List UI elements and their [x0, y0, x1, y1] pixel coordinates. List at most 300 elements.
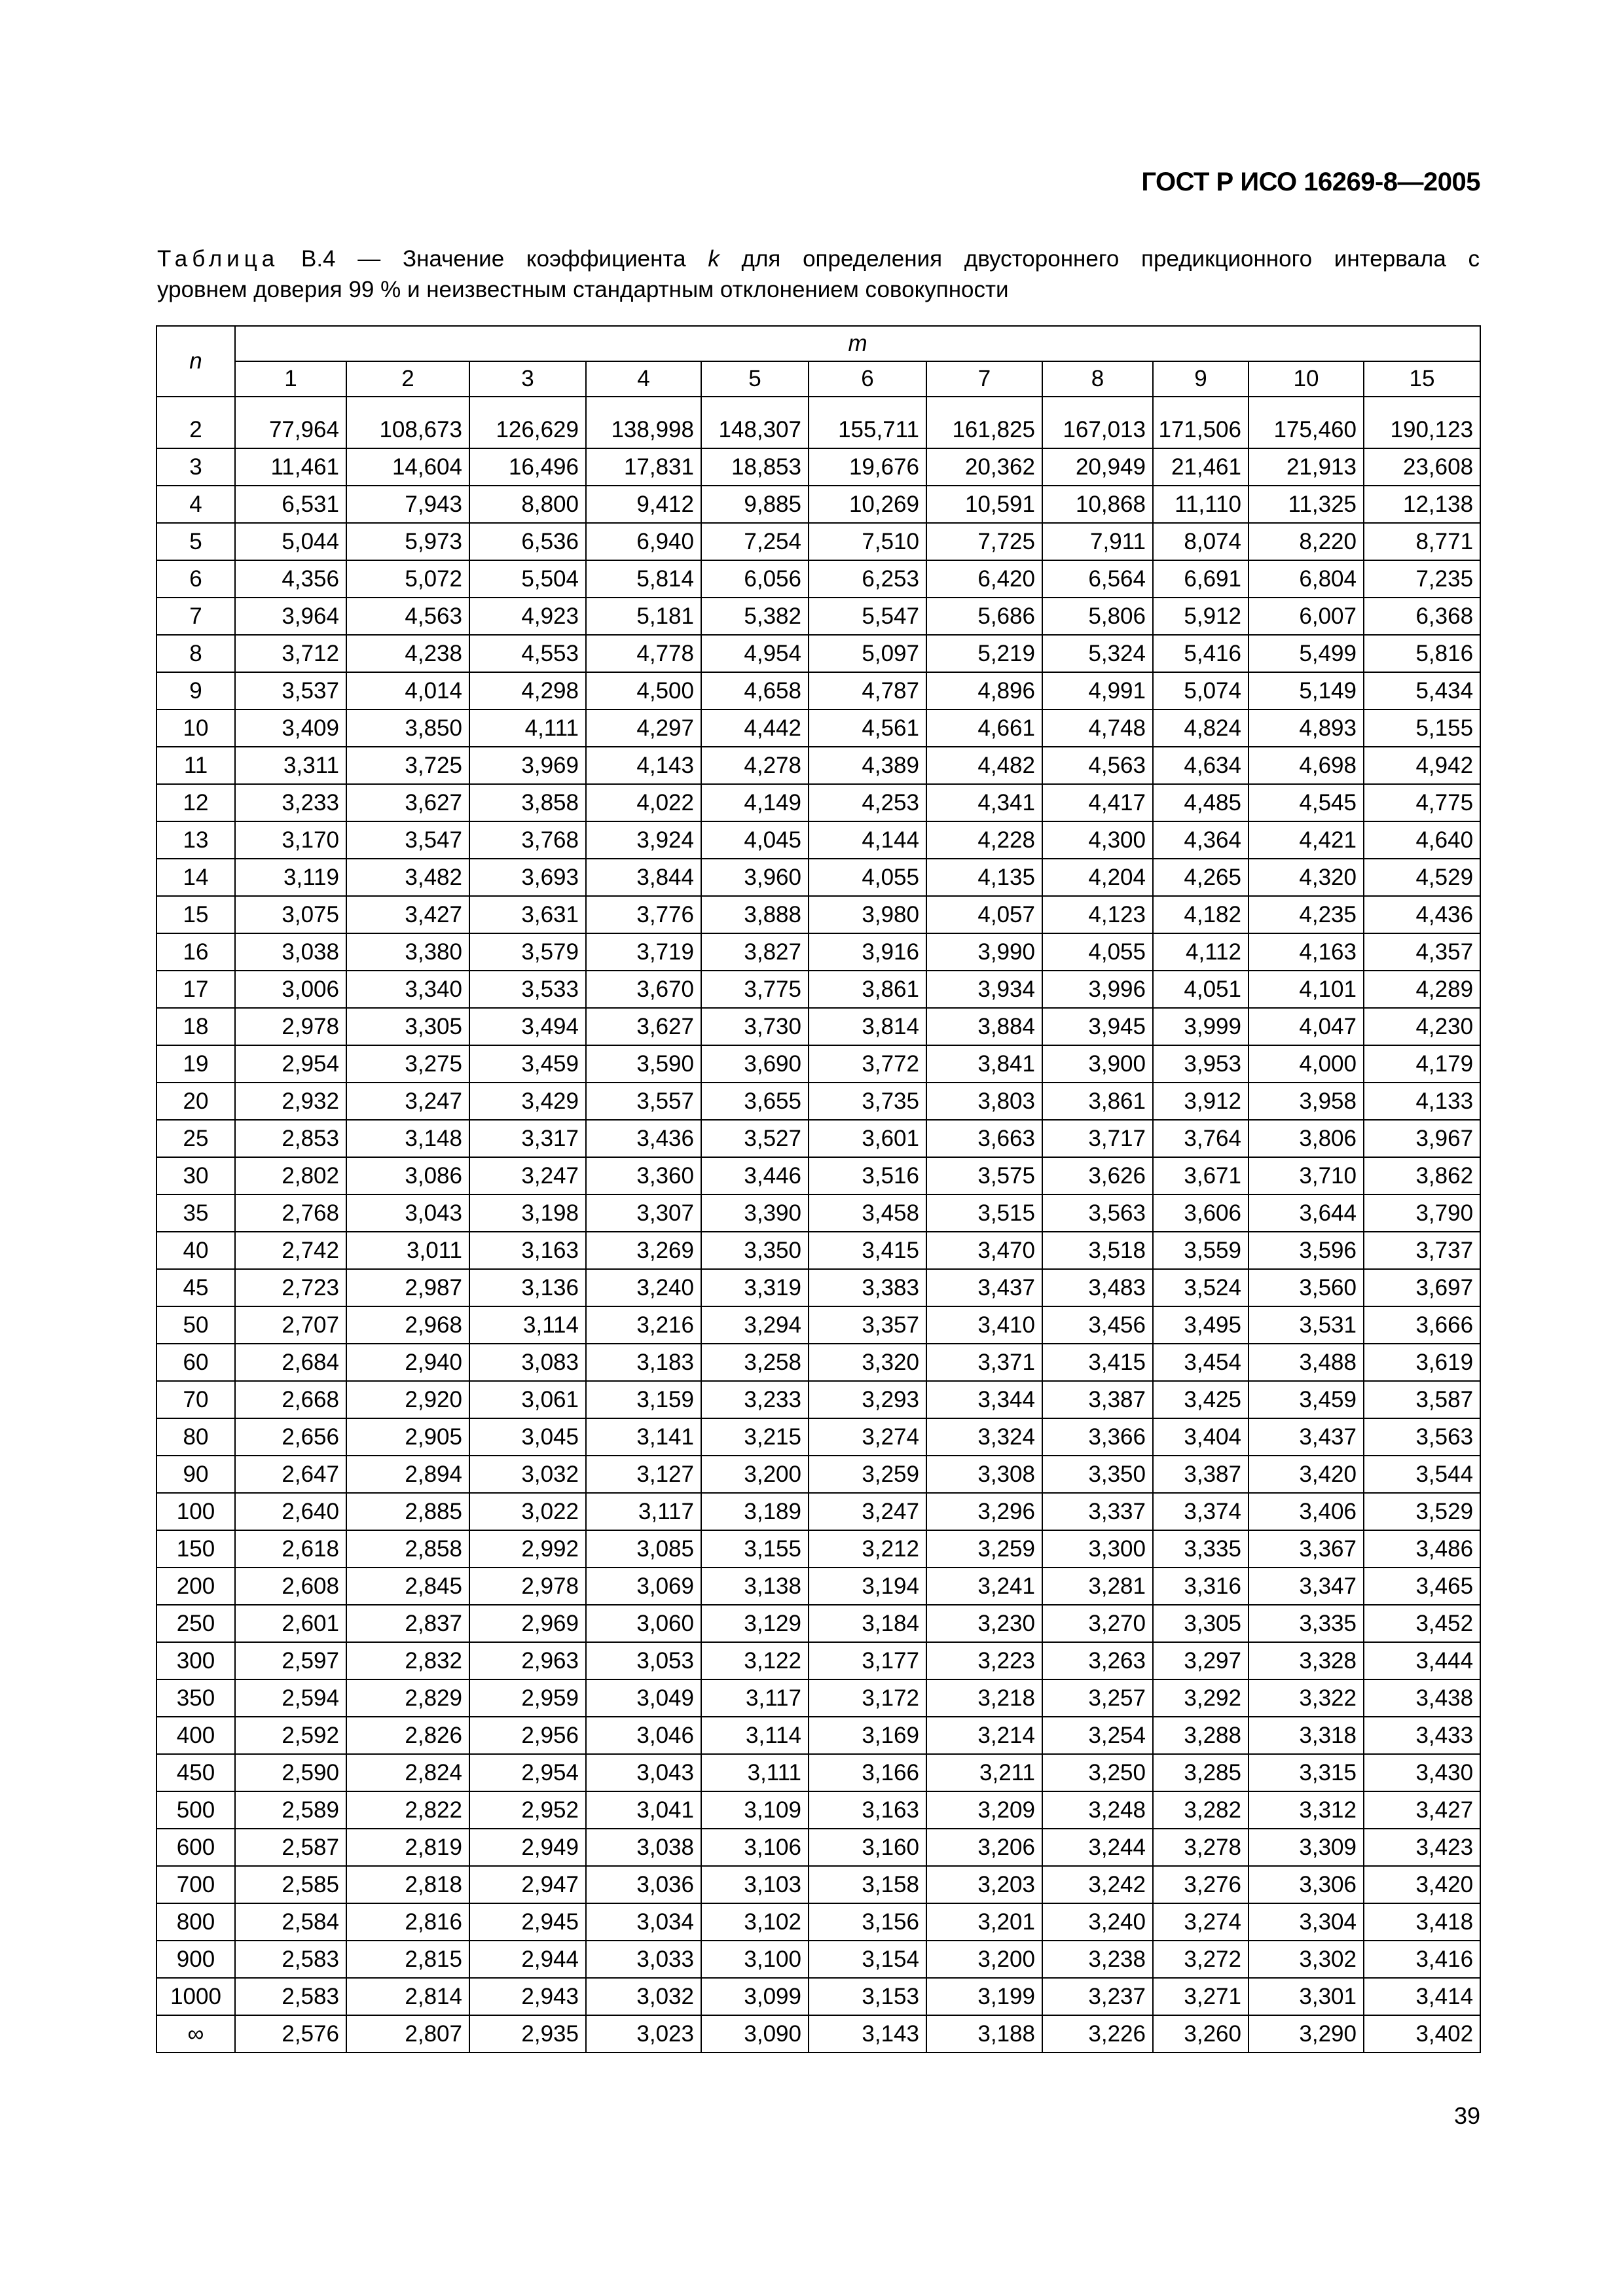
table-cell: 6,420	[926, 560, 1042, 598]
table-cell: 3,387	[1042, 1381, 1153, 1418]
table-cell: 6,253	[809, 560, 926, 598]
table-cell: 3,717	[1042, 1120, 1153, 1157]
column-header-m-2: 2	[346, 361, 469, 397]
table-cell: 4,896	[926, 672, 1042, 709]
table-cell: 3,563	[1364, 1418, 1480, 1456]
table-cell: 4,045	[701, 821, 809, 859]
table-cell: 4,485	[1153, 784, 1249, 821]
table-cell: 2,618	[235, 1530, 346, 1568]
table-row	[156, 635, 1480, 672]
table-cell: 3,387	[1153, 1456, 1249, 1493]
table-cell: 4,135	[926, 859, 1042, 896]
row-label-n: 600	[156, 1829, 235, 1866]
table-cell: 3,293	[809, 1381, 926, 1418]
table-cell: 2,954	[469, 1754, 586, 1791]
spacer-cell	[926, 397, 1042, 412]
table-row	[156, 523, 1480, 560]
table-cell: 10,269	[809, 486, 926, 523]
table-cell: 12,138	[1364, 486, 1480, 523]
table-row	[156, 1381, 1480, 1418]
table-cell: 3,247	[469, 1157, 586, 1194]
table-cell: 108,673	[346, 412, 469, 448]
table-cell: 5,434	[1364, 672, 1480, 709]
table-cell: 3,263	[1042, 1642, 1153, 1679]
caption-line-1	[157, 243, 1480, 274]
table-cell: 3,438	[1364, 1679, 1480, 1717]
table-cell: 3,257	[1042, 1679, 1153, 1717]
table-cell: 4,417	[1042, 784, 1153, 821]
table-cell: 126,629	[469, 412, 586, 448]
table-cell: 3,153	[809, 1978, 926, 2015]
table-cell: 3,032	[586, 1978, 701, 2015]
table-cell: 3,183	[586, 1344, 701, 1381]
row-label-n: 900	[156, 1941, 235, 1978]
table-cell: 4,954	[701, 635, 809, 672]
table-cell: 3,156	[809, 1903, 926, 1941]
table-row	[156, 1157, 1480, 1194]
table-cell: 3,725	[346, 747, 469, 784]
row-label-n: 14	[156, 859, 235, 896]
table-cell: 4,787	[809, 672, 926, 709]
spacer-cell	[346, 397, 469, 412]
table-cell: 3,114	[469, 1306, 586, 1344]
table-cell: 3,301	[1249, 1978, 1364, 2015]
row-label-n: 50	[156, 1306, 235, 1344]
table-cell: 3,380	[346, 933, 469, 971]
table-cell: 3,318	[1249, 1717, 1364, 1754]
table-cell: 3,141	[586, 1418, 701, 1456]
table-cell: 3,170	[235, 821, 346, 859]
table-cell: 3,544	[1364, 1456, 1480, 1493]
spacer-cell	[586, 397, 701, 412]
table-cell: 3,288	[1153, 1717, 1249, 1754]
table-cell: 3,775	[701, 971, 809, 1008]
table-cell: 3,148	[346, 1120, 469, 1157]
row-label-n: 11	[156, 747, 235, 784]
table-row	[156, 1232, 1480, 1269]
table-cell: 2,597	[235, 1642, 346, 1679]
table-row	[156, 1679, 1480, 1717]
table-cell: 3,240	[1042, 1903, 1153, 1941]
table-cell: 3,111	[701, 1754, 809, 1791]
row-label-n: 450	[156, 1754, 235, 1791]
table-cell: 3,317	[469, 1120, 586, 1157]
table-cell: 2,601	[235, 1605, 346, 1642]
table-cell: 3,324	[926, 1418, 1042, 1456]
table-cell: 6,536	[469, 523, 586, 560]
table-cell: 2,978	[235, 1008, 346, 1045]
spacer-cell	[701, 397, 809, 412]
table-cell: 2,978	[469, 1568, 586, 1605]
table-row	[156, 1717, 1480, 1754]
table-cell: 3,790	[1364, 1194, 1480, 1232]
table-cell: 3,533	[469, 971, 586, 1008]
table-cell: 190,123	[1364, 412, 1480, 448]
table-row	[156, 1493, 1480, 1530]
table-cell: 3,841	[926, 1045, 1042, 1083]
table-cell: 155,711	[809, 412, 926, 448]
table-cell: 3,043	[346, 1194, 469, 1232]
row-label-n: 60	[156, 1344, 235, 1381]
table-cell: 3,247	[346, 1083, 469, 1120]
table-cell: 3,764	[1153, 1120, 1249, 1157]
table-cell: 3,335	[1153, 1530, 1249, 1568]
table-cell: 3,967	[1364, 1120, 1480, 1157]
table-cell: 3,090	[701, 2015, 809, 2053]
table-cell: 3,862	[1364, 1157, 1480, 1194]
table-cell: 4,022	[586, 784, 701, 821]
table-cell: 2,932	[235, 1083, 346, 1120]
table-cell: 3,425	[1153, 1381, 1249, 1418]
coefficient-table	[156, 325, 1481, 2053]
table-cell: 3,270	[1042, 1605, 1153, 1642]
row-label-n: 12	[156, 784, 235, 821]
table-cell: 3,274	[809, 1418, 926, 1456]
table-cell: 4,698	[1249, 747, 1364, 784]
table-cell: 4,238	[346, 635, 469, 672]
table-cell: 3,418	[1364, 1903, 1480, 1941]
table-cell: 3,340	[346, 971, 469, 1008]
table-cell: 3,627	[586, 1008, 701, 1045]
table-cell: 2,684	[235, 1344, 346, 1381]
table-cell: 2,885	[346, 1493, 469, 1530]
table-cell: 4,553	[469, 635, 586, 672]
table-cell: 3,415	[809, 1232, 926, 1269]
table-cell: 3,587	[1364, 1381, 1480, 1418]
table-cell: 138,998	[586, 412, 701, 448]
table-cell: 3,590	[586, 1045, 701, 1083]
table-cell: 3,560	[1249, 1269, 1364, 1306]
spacer-cell	[1249, 397, 1364, 412]
table-cell: 5,155	[1364, 709, 1480, 747]
table-cell: 4,204	[1042, 859, 1153, 896]
table-cell: 2,826	[346, 1717, 469, 1754]
table-cell: 3,258	[701, 1344, 809, 1381]
table-cell: 3,281	[1042, 1568, 1153, 1605]
row-label-n: 700	[156, 1866, 235, 1903]
table-cell: 4,482	[926, 747, 1042, 784]
table-cell: 2,647	[235, 1456, 346, 1493]
table-cell: 3,924	[586, 821, 701, 859]
header-row-group	[156, 326, 1480, 361]
table-cell: 4,421	[1249, 821, 1364, 859]
table-cell: 3,215	[701, 1418, 809, 1456]
table-cell: 3,216	[586, 1306, 701, 1344]
row-label-n: 7	[156, 598, 235, 635]
table-cell: 3,371	[926, 1344, 1042, 1381]
table-cell: 3,360	[586, 1157, 701, 1194]
table-cell: 3,274	[1153, 1903, 1249, 1941]
column-header-m-3: 3	[469, 361, 586, 397]
table-cell: 5,973	[346, 523, 469, 560]
table-cell: 4,143	[586, 747, 701, 784]
table-cell: 2,992	[469, 1530, 586, 1568]
table-cell: 3,531	[1249, 1306, 1364, 1344]
table-cell: 3,259	[809, 1456, 926, 1493]
table-cell: 3,122	[701, 1642, 809, 1679]
table-cell: 3,579	[469, 933, 586, 971]
table-cell: 3,100	[701, 1941, 809, 1978]
table-row	[156, 821, 1480, 859]
table-cell: 2,947	[469, 1866, 586, 1903]
table-cell: 2,944	[469, 1941, 586, 1978]
row-label-n: 15	[156, 896, 235, 933]
table-cell: 2,824	[346, 1754, 469, 1791]
spacer-cell	[1364, 397, 1480, 412]
table-cell: 3,304	[1249, 1903, 1364, 1941]
table-row	[156, 1194, 1480, 1232]
table-cell: 2,802	[235, 1157, 346, 1194]
table-cell: 2,959	[469, 1679, 586, 1717]
table-cell: 3,136	[469, 1269, 586, 1306]
table-cell: 11,325	[1249, 486, 1364, 523]
row-label-n: 300	[156, 1642, 235, 1679]
table-cell: 3,850	[346, 709, 469, 747]
table-cell: 14,604	[346, 448, 469, 486]
table-cell: 5,814	[586, 560, 701, 598]
table-cell: 4,561	[809, 709, 926, 747]
table-cell: 4,634	[1153, 747, 1249, 784]
table-cell: 3,406	[1249, 1493, 1364, 1530]
caption-label: Таблица	[157, 246, 280, 272]
table-cell: 3,410	[926, 1306, 1042, 1344]
table-cell: 3,619	[1364, 1344, 1480, 1381]
row-label-n: 40	[156, 1232, 235, 1269]
table-cell: 2,853	[235, 1120, 346, 1157]
table-cell: 2,587	[235, 1829, 346, 1866]
table-cell: 3,200	[701, 1456, 809, 1493]
table-cell: 2,589	[235, 1791, 346, 1829]
document-code: ГОСТ Р ИСО 16269-8—2005	[1141, 168, 1480, 196]
table-cell: 4,112	[1153, 933, 1249, 971]
table-cell: 4,356	[235, 560, 346, 598]
table-cell: 2,608	[235, 1568, 346, 1605]
row-label-n: 400	[156, 1717, 235, 1754]
table-cell: 3,312	[1249, 1791, 1364, 1829]
caption-text-after-k: для определения двустороннего предикционного интервала с	[741, 246, 1480, 272]
table-row	[156, 1269, 1480, 1306]
table-cell: 3,697	[1364, 1269, 1480, 1306]
table-cell: 2,963	[469, 1642, 586, 1679]
table-cell: 10,591	[926, 486, 1042, 523]
table-cell: 3,436	[586, 1120, 701, 1157]
table-cell: 3,036	[586, 1866, 701, 1903]
caption-k-symbol: k	[708, 246, 720, 272]
spacer-cell	[1042, 397, 1153, 412]
table-cell: 3,337	[1042, 1493, 1153, 1530]
table-cell: 3,085	[586, 1530, 701, 1568]
table-cell: 3,606	[1153, 1194, 1249, 1232]
table-cell: 3,465	[1364, 1568, 1480, 1605]
table-cell: 4,265	[1153, 859, 1249, 896]
table-row	[156, 1418, 1480, 1456]
table-cell: 2,949	[469, 1829, 586, 1866]
table-cell: 3,518	[1042, 1232, 1153, 1269]
table-row	[156, 747, 1480, 784]
table-cell: 6,056	[701, 560, 809, 598]
table-cell: 3,184	[809, 1605, 926, 1642]
table-cell: 4,640	[1364, 821, 1480, 859]
table-cell: 4,101	[1249, 971, 1364, 1008]
table-row	[156, 1642, 1480, 1679]
table-cell: 2,583	[235, 1941, 346, 1978]
table-cell: 3,114	[701, 1717, 809, 1754]
table-cell: 3,814	[809, 1008, 926, 1045]
row-label-n: 4	[156, 486, 235, 523]
row-label-n: 500	[156, 1791, 235, 1829]
table-cell: 3,305	[346, 1008, 469, 1045]
table-cell: 18,853	[701, 448, 809, 486]
table-cell: 3,041	[586, 1791, 701, 1829]
table-cell: 8,220	[1249, 523, 1364, 560]
table-cell: 3,953	[1153, 1045, 1249, 1083]
table-cell: 3,402	[1364, 2015, 1480, 2053]
table-cell: 3,390	[701, 1194, 809, 1232]
table-cell: 3,226	[1042, 2015, 1153, 2053]
table-cell: 3,218	[926, 1679, 1042, 1717]
table-cell: 3,212	[809, 1530, 926, 1568]
table-cell: 20,362	[926, 448, 1042, 486]
table-cell: 3,309	[1249, 1829, 1364, 1866]
table-cell: 9,412	[586, 486, 701, 523]
row-label-n: 100	[156, 1493, 235, 1530]
table-cell: 2,987	[346, 1269, 469, 1306]
table-cell: 4,133	[1364, 1083, 1480, 1120]
table-cell: 3,452	[1364, 1605, 1480, 1642]
row-label-n: 20	[156, 1083, 235, 1120]
table-cell: 7,943	[346, 486, 469, 523]
table-cell: 4,289	[1364, 971, 1480, 1008]
table-cell: 2,935	[469, 2015, 586, 2053]
row-label-n: 16	[156, 933, 235, 971]
table-cell: 3,730	[701, 1008, 809, 1045]
table-cell: 3,169	[809, 1717, 926, 1754]
table-cell: 3,198	[469, 1194, 586, 1232]
table-cell: 6,940	[586, 523, 701, 560]
table-cell: 3,347	[1249, 1568, 1364, 1605]
table-cell: 3,516	[809, 1157, 926, 1194]
header-spacer-row	[156, 397, 1480, 412]
table-cell: 2,594	[235, 1679, 346, 1717]
table-cell: 21,461	[1153, 448, 1249, 486]
table-cell: 3,011	[346, 1232, 469, 1269]
table-cell: 5,219	[926, 635, 1042, 672]
table-cell: 2,969	[469, 1605, 586, 1642]
table-cell: 3,999	[1153, 1008, 1249, 1045]
table-cell: 2,640	[235, 1493, 346, 1530]
table-cell: 3,601	[809, 1120, 926, 1157]
table-cell: 4,179	[1364, 1045, 1480, 1083]
table-cell: 2,822	[346, 1791, 469, 1829]
table-cell: 3,248	[1042, 1791, 1153, 1829]
table-cell: 3,366	[1042, 1418, 1153, 1456]
table-cell: 5,816	[1364, 635, 1480, 672]
row-label-n: 150	[156, 1530, 235, 1568]
table-cell: 3,038	[235, 933, 346, 971]
table-cell: 3,127	[586, 1456, 701, 1493]
table-cell: 3,768	[469, 821, 586, 859]
table-cell: 3,437	[926, 1269, 1042, 1306]
table-cell: 16,496	[469, 448, 586, 486]
row-label-n: ∞	[156, 2015, 235, 2053]
table-cell: 3,420	[1249, 1456, 1364, 1493]
table-cell: 3,934	[926, 971, 1042, 1008]
table-cell: 3,367	[1249, 1530, 1364, 1568]
table-cell: 3,945	[1042, 1008, 1153, 1045]
table-cell: 3,409	[235, 709, 346, 747]
table-cell: 5,806	[1042, 598, 1153, 635]
table-cell: 2,768	[235, 1194, 346, 1232]
table-cell: 3,022	[469, 1493, 586, 1530]
table-cell: 3,964	[235, 598, 346, 635]
table-row	[156, 1829, 1480, 1866]
table-cell: 3,559	[1153, 1232, 1249, 1269]
table-row	[156, 448, 1480, 486]
table-cell: 3,238	[1042, 1941, 1153, 1978]
table-cell: 3,260	[1153, 2015, 1249, 2053]
table-cell: 3,383	[809, 1269, 926, 1306]
table-cell: 3,861	[809, 971, 926, 1008]
table-cell: 5,686	[926, 598, 1042, 635]
table-cell: 8,771	[1364, 523, 1480, 560]
table-cell: 3,969	[469, 747, 586, 784]
table-cell: 3,416	[1364, 1941, 1480, 1978]
table-cell: 3,322	[1249, 1679, 1364, 1717]
table-cell: 3,772	[809, 1045, 926, 1083]
row-label-n: 8	[156, 635, 235, 672]
table-cell: 3,335	[1249, 1605, 1364, 1642]
table-cell: 2,816	[346, 1903, 469, 1941]
table-cell: 3,459	[1249, 1381, 1364, 1418]
row-label-n: 200	[156, 1568, 235, 1605]
table-cell: 3,103	[701, 1866, 809, 1903]
table-cell: 3,693	[469, 859, 586, 896]
table-cell: 3,033	[586, 1941, 701, 1978]
table-cell: 4,893	[1249, 709, 1364, 747]
table-cell: 6,531	[235, 486, 346, 523]
table-cell: 3,211	[926, 1754, 1042, 1791]
table-cell: 3,119	[235, 859, 346, 896]
table-cell: 4,051	[1153, 971, 1249, 1008]
row-label-n: 6	[156, 560, 235, 598]
table-cell: 3,099	[701, 1978, 809, 2015]
table-cell: 3,206	[926, 1829, 1042, 1866]
table-cell: 2,940	[346, 1344, 469, 1381]
table-cell: 4,055	[809, 859, 926, 896]
table-cell: 5,324	[1042, 635, 1153, 672]
table-caption	[157, 243, 1480, 305]
table-cell: 3,311	[235, 747, 346, 784]
table-cell: 3,547	[346, 821, 469, 859]
table-cell: 9,885	[701, 486, 809, 523]
table-cell: 3,320	[809, 1344, 926, 1381]
table-cell: 3,671	[1153, 1157, 1249, 1194]
table-cell: 3,302	[1249, 1941, 1364, 1978]
table-cell: 5,416	[1153, 635, 1249, 672]
table-row	[156, 1306, 1480, 1344]
row-label-n: 30	[156, 1157, 235, 1194]
table-cell: 3,719	[586, 933, 701, 971]
table-cell: 3,429	[469, 1083, 586, 1120]
table-cell: 3,527	[701, 1120, 809, 1157]
table-cell: 4,144	[809, 821, 926, 859]
table-row	[156, 2015, 1480, 2053]
table-cell: 3,276	[1153, 1866, 1249, 1903]
table-cell: 3,563	[1042, 1194, 1153, 1232]
table-row	[156, 896, 1480, 933]
table-cell: 3,259	[926, 1530, 1042, 1568]
table-cell: 3,075	[235, 896, 346, 933]
